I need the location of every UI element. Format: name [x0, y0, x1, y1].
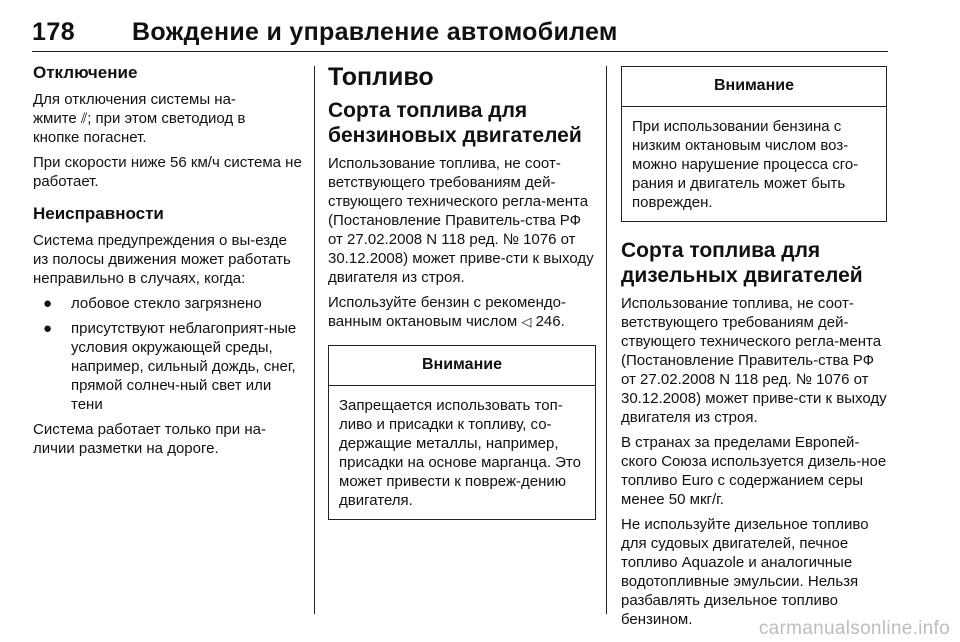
subsection-heading-petrol: Сорта топлива для бензиновых двигателей: [328, 99, 582, 147]
page-reference-link[interactable]: 246.: [535, 313, 565, 330]
list-item: [33, 294, 303, 313]
text-line: ; при этом светодиод в: [87, 110, 246, 127]
lane-departure-off-icon: ⫽: [80, 110, 88, 126]
paragraph-speed-limit: При скорости ниже 56 км/ч система не работает.: [33, 154, 302, 190]
warning-box: [328, 345, 596, 520]
warning-box: [621, 66, 887, 222]
section-heading-off: Отключение: [33, 63, 138, 82]
list-item-text: лобовое стекло загрязнено: [71, 295, 262, 312]
warning-title: Внимание: [622, 67, 886, 107]
paragraph-marking-required: Система работает только при на-личии разметки на дороге.: [33, 421, 266, 457]
chapter-title: Вождение и управление автомобилем: [132, 18, 618, 46]
text-line: Для отключения системы на-: [33, 91, 236, 108]
text-line: жмите: [33, 110, 77, 127]
list-item-text: присутствуют неблагоприят-ные условия окружающей среды, например, сильный дождь, снег, прямой солнеч-ный свет или тени: [71, 320, 297, 413]
paragraph-diesel-regulation: Использование топлива, не соот-ветствующего требованиям дей-ствующего технического регла-мента (Постановление Правитель-ства РФ от 27.02.2008 N 118 ред. № 1076 от 30.12.2008) может приве-сти к выходу двигателя из строя.: [621, 295, 887, 426]
column-divider: [314, 66, 315, 614]
column-divider: [606, 66, 607, 614]
bullet-icon: ●: [43, 295, 53, 312]
list-item: [33, 319, 303, 414]
column-left: [33, 62, 303, 464]
paragraph-off-instructions: [33, 90, 303, 147]
warning-title: Внимание: [329, 346, 595, 386]
warning-text: Запрещается использовать топ-ливо и присадки к топливу, со-держащие металлы, например, присадки на основе марганца. Это может привести к повреж-дению двигателя.: [339, 397, 581, 509]
warning-body: [329, 386, 595, 519]
page-reference-icon: ◁: [521, 314, 532, 329]
column-middle: [328, 62, 596, 536]
paragraph-faults-intro: Система предупреждения о вы-езде из полосы движения может работать неправильно в случаях, когда:: [33, 232, 291, 287]
header-rule: [32, 51, 888, 52]
watermark: carmanualsonline.info: [758, 618, 950, 639]
section-heading-faults: Неисправности: [33, 204, 164, 223]
paragraph-diesel-prohibited: Не используйте дизельное топливо для судовых двигателей, печное топливо Aquazole и аналогичные водотопливные эмульсии. Нельзя разбавлять дизельное топливо бензином.: [621, 516, 869, 628]
paragraph-petrol-regulation: Использование топлива, не соот-ветствующего требованиям дей-ствующего технического регла-мента (Постановление Правитель-ства РФ от 27.02.2008 N 118 ред. № 1076 от 30.12.2008) может приве-сти к выходу двигателя из строя.: [328, 155, 594, 286]
paragraph-diesel-euro: В странах за пределами Европей-ского Союза используется дизель-ное топливо Euro с содержанием серы менее 50 мкг/г.: [621, 434, 887, 508]
text: Используйте бензин с рекомендо-ванным октановым числом: [328, 294, 566, 330]
paragraph-octane-recommendation: [328, 293, 596, 331]
page-number: 178: [32, 18, 76, 46]
bullet-icon: ●: [43, 320, 53, 337]
fault-conditions-list: [33, 294, 303, 414]
section-title-fuel: Топливо: [328, 63, 434, 91]
subsection-heading-diesel: Сорта топлива для дизельных двигателей: [621, 239, 863, 287]
warning-body: [622, 107, 886, 221]
column-right: [621, 66, 887, 635]
text-line: кнопке погаснет.: [33, 129, 147, 146]
warning-text: При использовании бензина с низким октановым числом воз-можно нарушение процесса сго-рания и двигатель может быть поврежден.: [632, 118, 859, 211]
page-header: [32, 18, 928, 50]
